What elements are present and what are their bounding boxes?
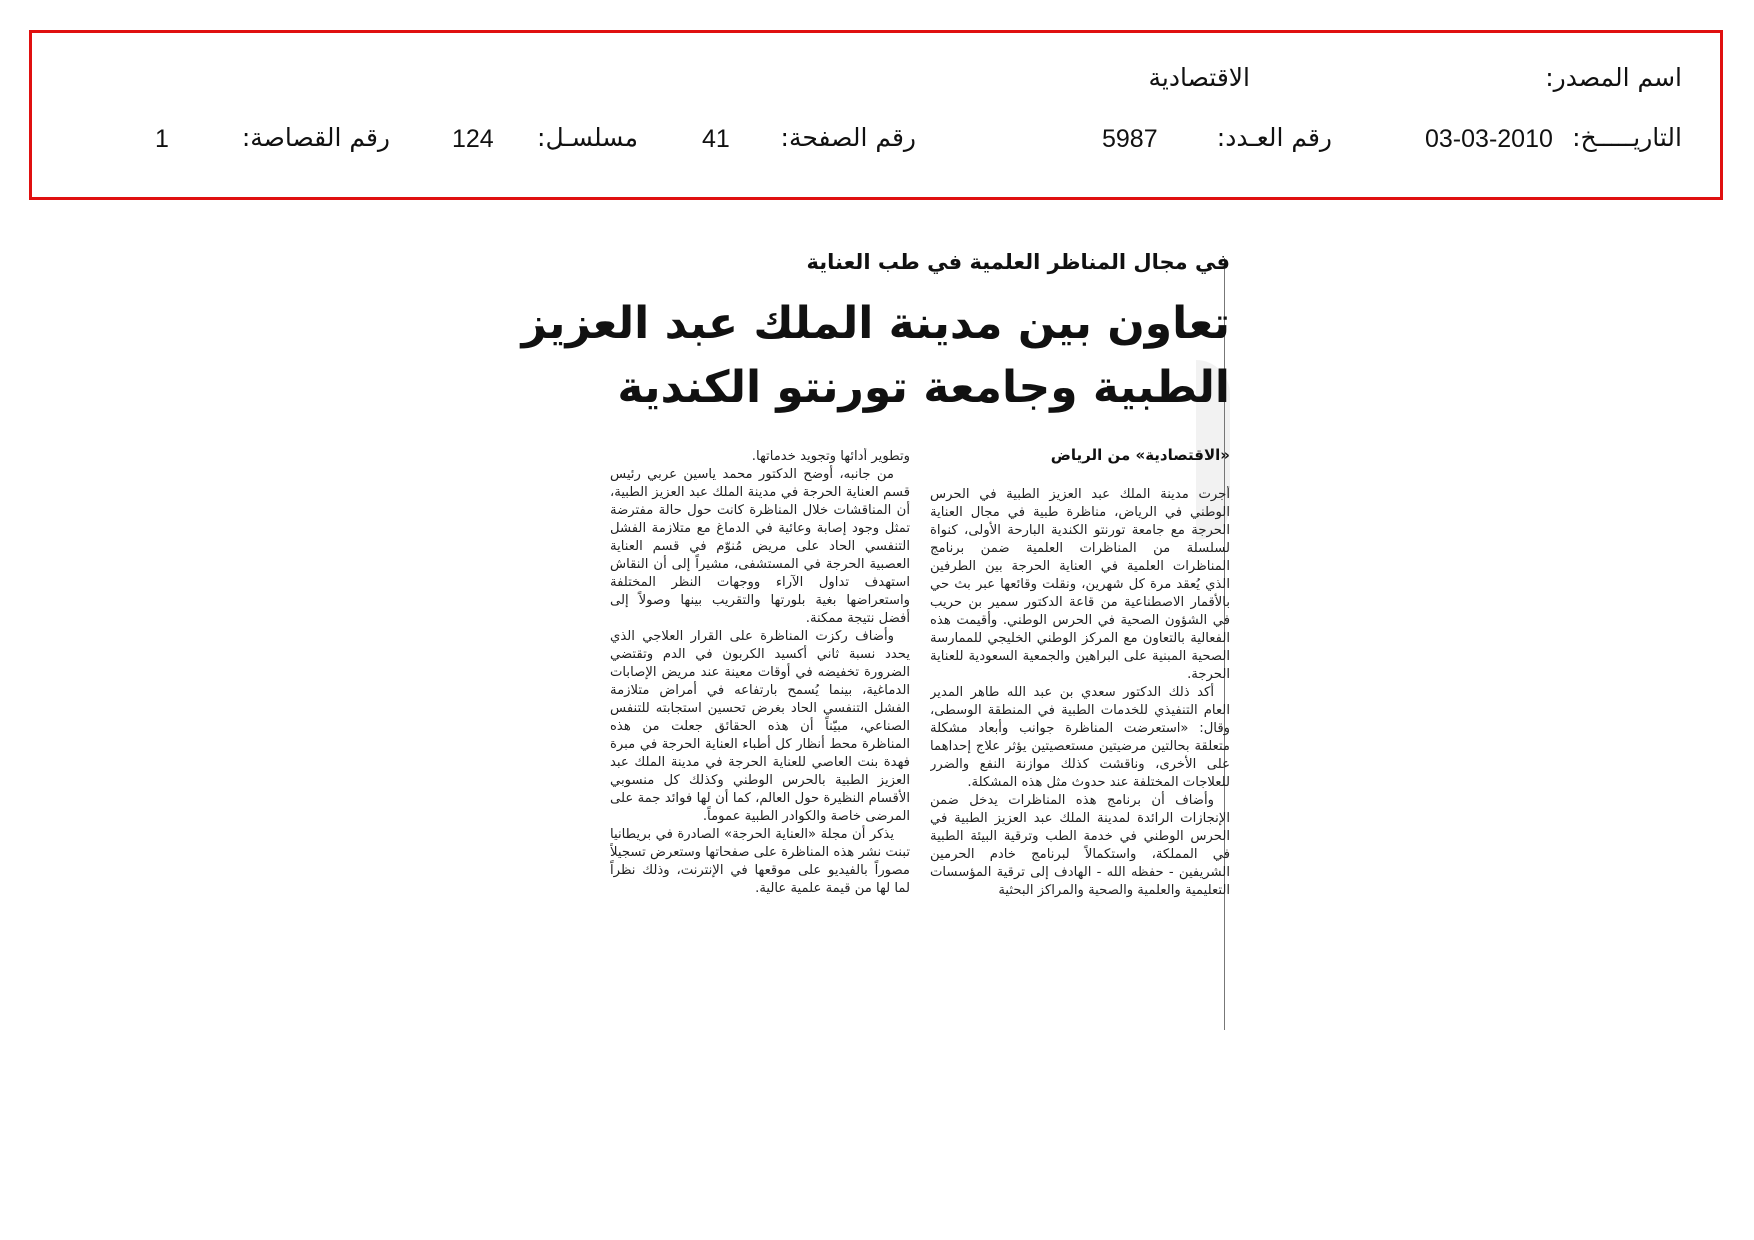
date-label: التاريـــــخ: xyxy=(1572,123,1682,152)
date-value: 03-03-2010 xyxy=(1425,125,1553,153)
page-label: رقم الصفحة: xyxy=(780,123,916,152)
headline-line-2: الطبية وجامعة تورنتو الكندية xyxy=(617,362,1230,413)
source-value: الاقتصادية xyxy=(1148,63,1250,92)
article-column-left xyxy=(610,448,910,1028)
clipping-header-box xyxy=(29,30,1723,200)
newspaper-clipping xyxy=(521,250,1230,1040)
issue-label: رقم العـدد: xyxy=(1216,123,1332,152)
paragraph: من جانبه، أوضح الدكتور محمد ياسين عربي رئيس قسم العناية الحرجة في مدينة الملك عبد العزيز الطبية، أن المناقشات خلال المناظرة كانت حول حالة مفترضة تمثل وجود إصابة وعائية في الدماغ مع متلازمة الفشل التنفسي الحاد على مريض مُنوّم في قسم العناية العصبية الحرجة في المستشفى، مشيراً إلى أن النقاش استهدف تداول الآراء ووجهات النظر المختلفة واستعراضها بغية بلورتها والتقريب بينها وصولاً إلى أفضل نتيجة ممكنة. xyxy=(610,467,910,626)
article-kicker: في مجال المناظر العلمية في طب العناية xyxy=(806,250,1230,274)
paragraph: وأضاف ركزت المناظرة على القرار العلاجي الذي يحدد نسبة ثاني أكسيد الكربون في الدم وتقتضي الضرورة تخفيضه في أوقات معينة عند مريض الإصابات الدماغية، بينما يُسمح بارتفاعه في أمراض متلازمة الفشل التنفسي الحاد بغرض تحسين استجابته للتنفس الصناعي، مبيّناً أن هذه الحقائق جعلت من هذه المناظرة محط أنظار كل أطباء العناية الحرجة في مبرة فهدة بنت العاصي للعناية الحرجة في مدينة الملك عبد العزيز الطبية بالحرس الوطني وكذلك كل منسوبي الأقسام النظيرة حول العالم، كما أن لها فوائد جمة على المرضى خاصة والكوادر الطبية عموماً. xyxy=(610,629,910,824)
serial-value: 124 xyxy=(452,125,494,153)
clip-label: رقم القصاصة: xyxy=(241,123,390,152)
article-byline: «الاقتصادية» من الرياض xyxy=(1050,446,1230,464)
paragraph: يذكر أن مجلة «العناية الحرجة» الصادرة في بريطانيا تبنت نشر هذه المناظرة على صفحاتها وستعرض تسجيلاً مصوراً بالفيديو على موقعها في الإنترنت، وذلك نظراً لما لها من قيمة علمية عالية. xyxy=(610,827,910,896)
paragraph: أجرت مدينة الملك عبد العزيز الطبية في الحرس الوطني في الرياض، مناظرة طبية في مجال العناية الحرجة مع جامعة تورنتو الكندية البارحة الأولى، كنواة لسلسلة من المناظرات العلمية ضمن برنامج المناظرات العلمية في العناية الحرجة بين الطرفين الذي يُعقد مرة كل شهرين، ونقلت وقائعها عبر بث حي بالأقمار الاصطناعية من قاعة الدكتور سمير بن حريب في الشؤون الصحية في الحرس الوطني. وأقيمت هذه الفعالية بالتعاون مع المركز الوطني الخليجي للممارسة الصحية المبنية على البراهين والجمعية السعودية للعناية الحرجة. xyxy=(930,487,1230,682)
article-column-right xyxy=(930,486,1230,1026)
source-label: اسم المصدر: xyxy=(1545,63,1682,92)
paragraph: وأضاف أن برنامج هذه المناظرات يدخل ضمن الإنجازات الرائدة لمدينة الملك عبد العزيز الطبية في الحرس الوطني في خدمة الطب وترقية البيئة الطبية في المملكة، واستكمالاً لبرنامج خادم الحرمين الشريفين - حفظه الله - الهادف إلى ترقية المؤسسات التعليمية والعلمية والصحية والمراكز البحثية xyxy=(930,793,1230,898)
clip-value: 1 xyxy=(155,125,169,153)
article-headline xyxy=(521,292,1230,420)
headline-line-1: تعاون بين مدينة الملك عبد العزيز xyxy=(521,298,1230,349)
paragraph: وتطوير أدائها وتجويد خدماتها. xyxy=(751,449,910,464)
issue-value: 5987 xyxy=(1102,125,1158,153)
paragraph: أكد ذلك الدكتور سعدي بن عبد الله طاهر المدير العام التنفيذي للخدمات الطبية في المنطقة الوسطى، وقال: «استعرضت المناظرة جوانب وأبعاد مشكلة متعلقة بحالتين مرضيتين مستعصيتين يؤثر علاج إحداهما على الأخرى، وناقشت كذلك موازنة النفع والضرر للعلاجات المختلفة عند حدوث مثل هذه المشكلة. xyxy=(930,685,1230,790)
page-value: 41 xyxy=(702,125,730,153)
serial-label: مسلسـل: xyxy=(537,123,638,152)
